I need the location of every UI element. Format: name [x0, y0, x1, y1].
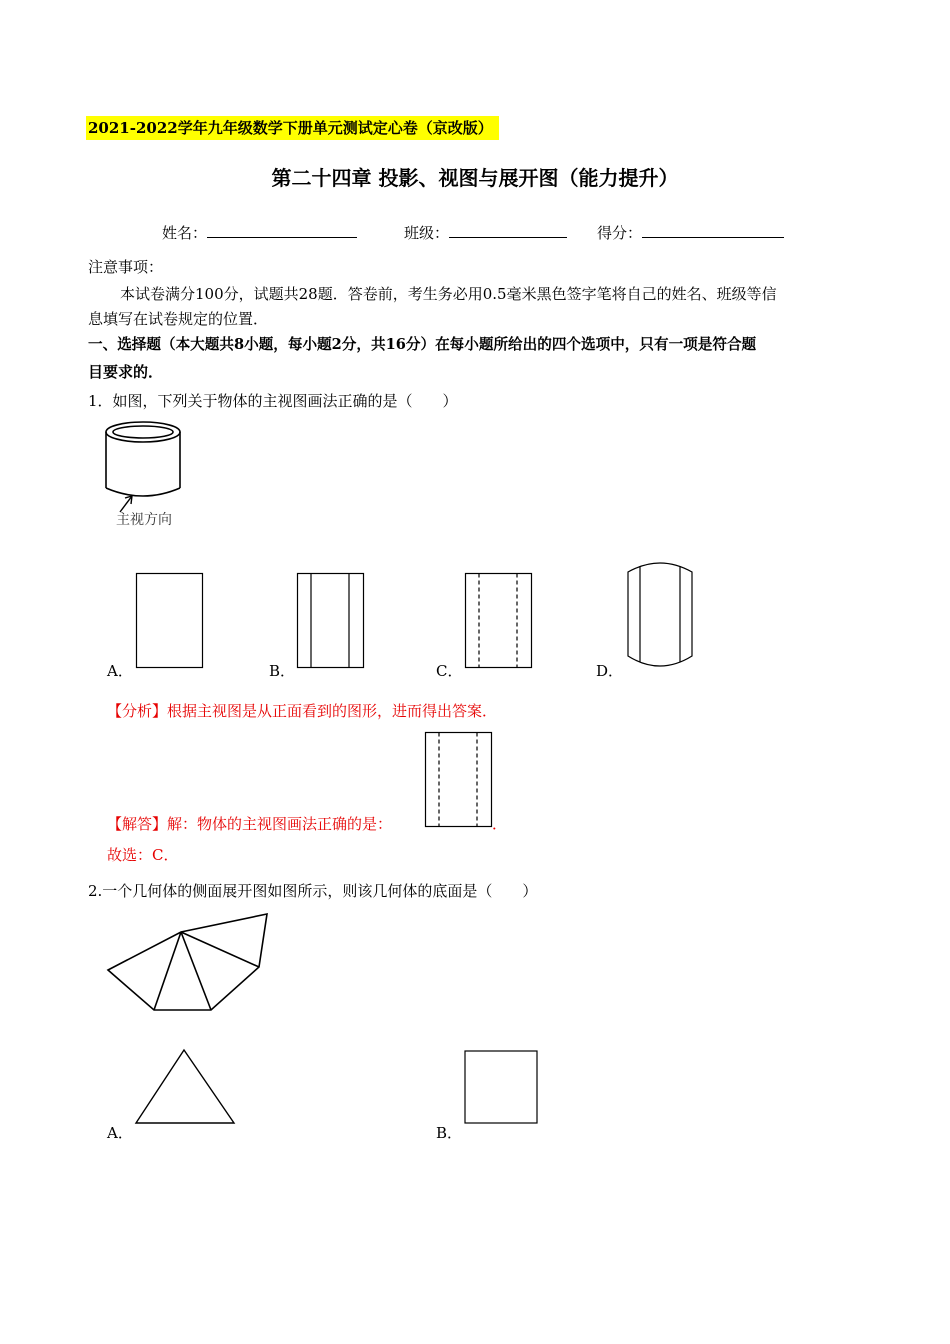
q2-option-a-figure [134, 1048, 238, 1126]
score-blank [642, 223, 784, 238]
notice-line-1: 本试卷满分100分，试题共28题．答卷前，考生务必用0.5毫米黑色签字笔将自己的姓名、班级等信 [120, 285, 777, 303]
net-outline [108, 914, 267, 1010]
q1-solution-prefix: 【解答】解：物体的主视图画法正确的是： [107, 815, 393, 833]
option-c-rect [466, 574, 532, 668]
option-a-triangle [136, 1050, 234, 1123]
q1-choice: 故选：C． [107, 846, 179, 864]
view-direction-caption: 主视方向 [116, 512, 172, 528]
chapter-title: 第二十四章 投影、视图与展开图（能力提升） [271, 166, 679, 190]
q1-option-b-figure [297, 573, 365, 669]
option-b-square [465, 1051, 537, 1123]
q1-stem: 1．如图，下列关于物体的主视图画法正确的是（ ） [88, 392, 458, 410]
q1-option-d-label: D． [596, 662, 624, 680]
series-title: 2021-2022学年九年级数学下册单元测试定心卷（京改版） [86, 116, 499, 140]
option-d-outline [628, 563, 692, 666]
q1-analysis: 【分析】根据主视图是从正面看到的图形，进而得出答案． [107, 702, 498, 720]
class-field [404, 222, 567, 244]
cylinder-top-inner [113, 426, 173, 438]
score-field [597, 222, 784, 244]
q1-option-c-label: C． [436, 662, 463, 680]
option-b-rect [298, 574, 364, 668]
option-a-rect [137, 574, 203, 668]
q1-option-d-figure [624, 560, 698, 672]
notice-title: 注意事项： [88, 258, 164, 276]
q2-option-b-figure [464, 1050, 540, 1126]
section1-line-2: 目要求的． [88, 363, 164, 381]
q1-solution-suffix: ． [492, 815, 508, 833]
q1-option-a-label: A． [107, 662, 133, 680]
q1-option-b-label: B． [269, 662, 296, 680]
section1-line-1: 一、选择题（本大题共8小题，每小题2分，共16分）在每小题所给出的四个选项中，只有一项是符合题 [88, 336, 757, 353]
notice-line-2: 息填写在试卷规定的位置． [88, 310, 269, 328]
q1-option-a-figure [136, 573, 204, 669]
q2-option-a-label: A． [107, 1124, 133, 1142]
class-blank [449, 223, 567, 238]
cylinder-bottom-arc [106, 488, 180, 496]
q2-net-figure [106, 910, 276, 1014]
q2-stem: 2.一个几何体的侧面展开图如图所示，则该几何体的底面是（ ） [88, 882, 538, 900]
q2-option-b-label: B． [436, 1124, 463, 1142]
name-field [162, 222, 357, 244]
name-label: 姓名： [162, 224, 208, 242]
q1-option-c-figure [465, 573, 533, 669]
cylinder-top-outer [106, 422, 180, 442]
q1-answer-figure [425, 732, 493, 828]
answer-rect [426, 733, 492, 827]
class-label: 班级： [404, 224, 450, 242]
score-label: 得分： [597, 224, 643, 242]
name-blank [207, 223, 357, 238]
